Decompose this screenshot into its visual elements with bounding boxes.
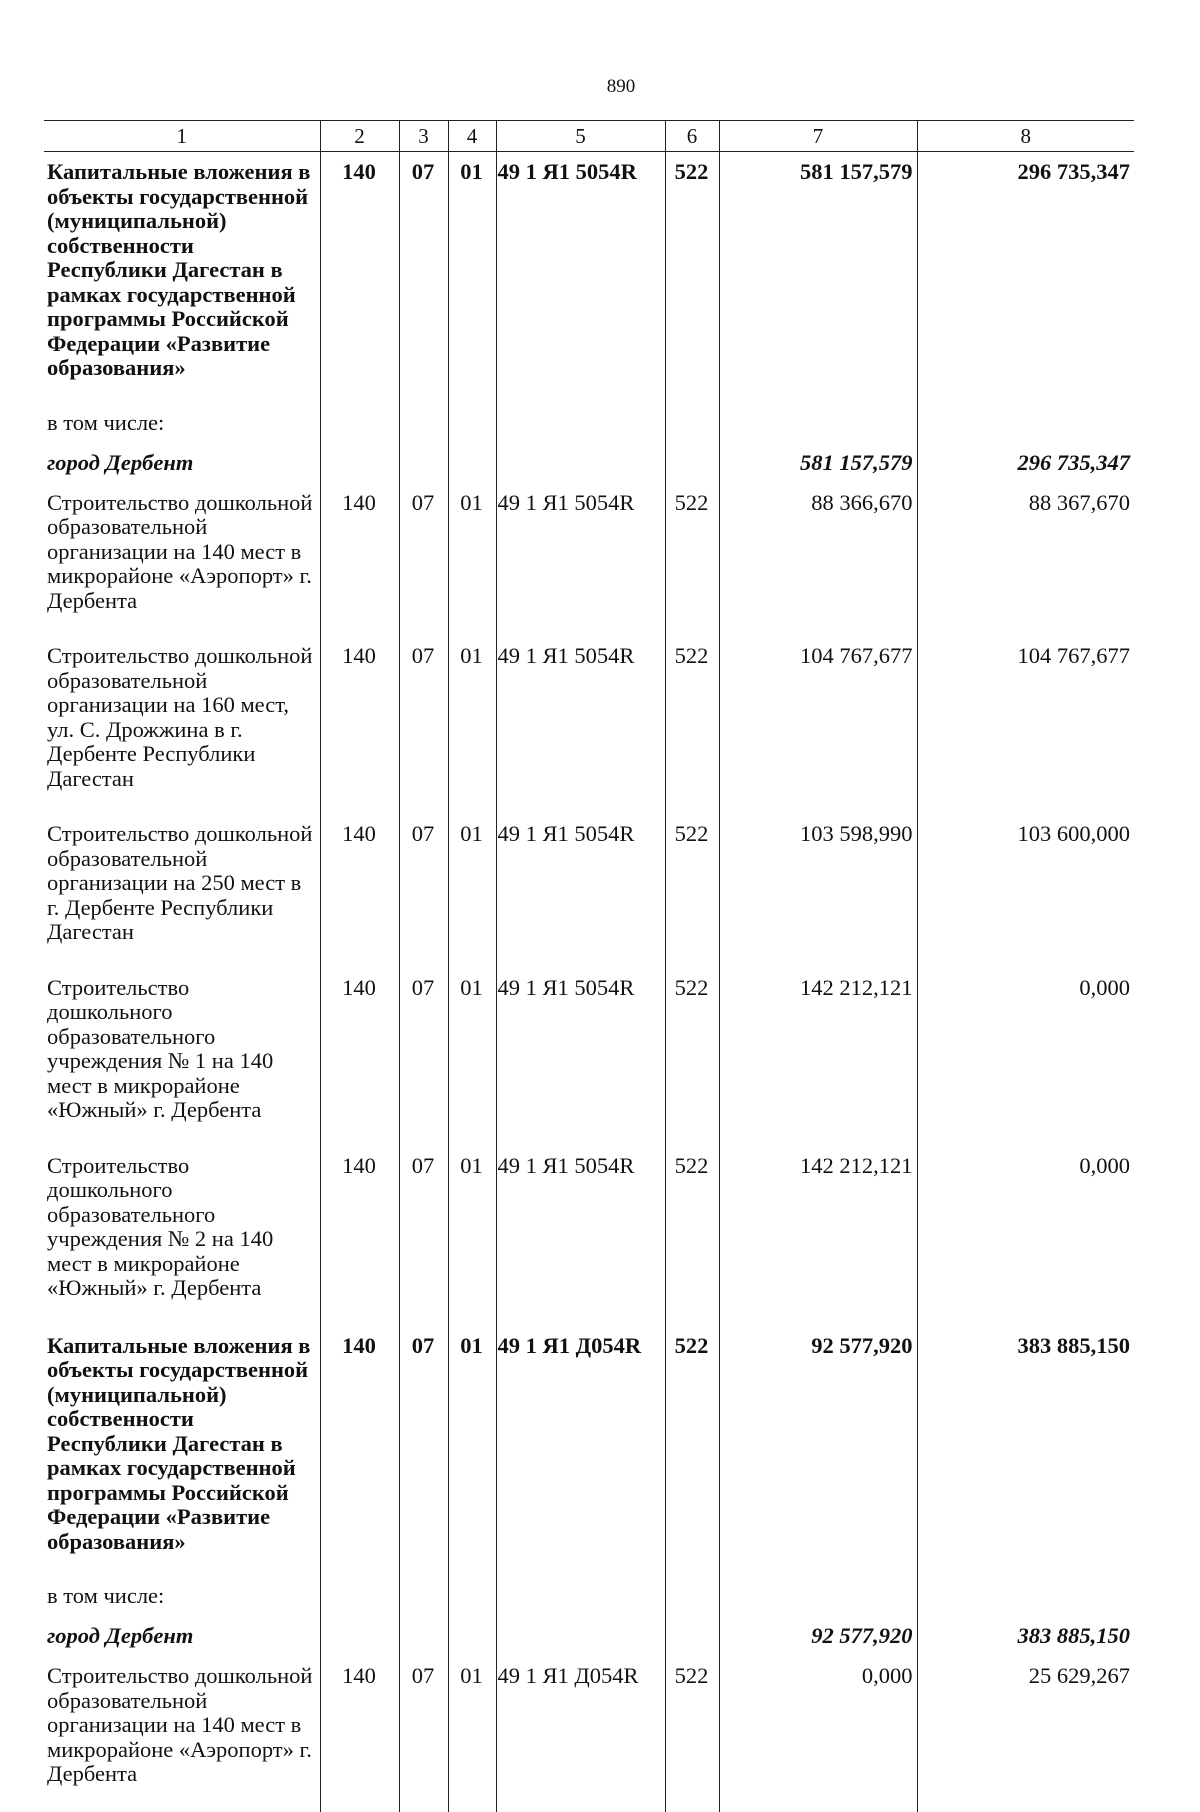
table-row — [44, 1658, 1134, 1812]
amount-col8: 383 885,150 — [917, 1326, 1134, 1585]
code-ministry: 140 — [320, 1326, 399, 1585]
amount-col8: 383 885,150 — [917, 1620, 1134, 1658]
code-expense-type: 522 — [665, 1658, 719, 1812]
amount-col7: 581 157,579 — [719, 152, 917, 411]
code-ministry: 140 — [320, 816, 399, 970]
code-ministry: 140 — [320, 485, 399, 639]
item-name: Капитальные вложения в объекты государственной (муниципальной) собственности Республики Дагестан в рамках государственной программы Российской Федерации «Развитие образования» — [47, 1332, 311, 1554]
col-header-3: 3 — [399, 121, 448, 152]
code-expense-type: 522 — [665, 816, 719, 970]
code-subsection: 01 — [448, 970, 496, 1148]
code-section: 07 — [399, 152, 448, 411]
city-name: город Дербент — [47, 1623, 194, 1648]
amount-col7: 104 767,677 — [719, 638, 917, 816]
item-name: Строительство дошкольной образовательной организации на 160 мест, ул. С. Дрожжина в г. Дербенте Республики Дагестан — [47, 643, 313, 791]
item-name: в том числе: — [47, 409, 165, 435]
item-name: Строительство дошкольной образовательной организации на 140 мест в микрорайоне «Аэропорт» г. Дербента — [47, 489, 313, 613]
amount-col7: 142 212,121 — [719, 970, 917, 1148]
code-section: 07 — [399, 1148, 448, 1326]
table-row — [44, 1326, 1134, 1585]
item-name: Строительство дошкольной образовательной организации на 250 мест в г. Дербенте Республики Дагестан — [47, 821, 313, 944]
code-ministry: 140 — [320, 638, 399, 816]
table-row — [44, 1620, 1134, 1658]
code-target: 49 1 Я1 Д054R — [496, 1658, 665, 1812]
table-row — [44, 970, 1134, 1148]
code-expense-type: 522 — [665, 152, 719, 411]
amount-col7: 88 366,670 — [719, 485, 917, 639]
item-name: Строительство дошкольной образовательной организации на 140 мест в микрорайоне «Аэропорт» г. Дербента — [47, 1663, 313, 1786]
code-section: 07 — [399, 1326, 448, 1585]
code-target: 49 1 Я1 5054R — [496, 816, 665, 970]
amount-col8: 0,000 — [917, 970, 1134, 1148]
col-header-1: 1 — [44, 121, 320, 152]
code-expense-type: 522 — [665, 1326, 719, 1585]
amount-col8: 25 629,267 — [917, 1658, 1134, 1812]
table-row — [44, 638, 1134, 816]
col-header-7: 7 — [719, 121, 917, 152]
table-row — [44, 152, 1134, 411]
amount-col7: 581 157,579 — [719, 447, 917, 485]
table-row — [44, 447, 1134, 485]
code-target: 49 1 Я1 5054R — [496, 970, 665, 1148]
code-subsection: 01 — [448, 1658, 496, 1812]
code-ministry: 140 — [320, 1658, 399, 1812]
col-header-4: 4 — [448, 121, 496, 152]
code-expense-type: 522 — [665, 485, 719, 639]
code-ministry: 140 — [320, 152, 399, 411]
code-ministry: 140 — [320, 970, 399, 1148]
budget-table-sheet — [44, 120, 1134, 1812]
item-name: Капитальные вложения в объекты государственной (муниципальной) собственности Республики Дагестан в рамках государственной программы Российской Федерации «Развитие образования» — [47, 159, 311, 380]
code-subsection: 01 — [448, 485, 496, 639]
item-name: в том числе: — [47, 1583, 165, 1608]
code-section: 07 — [399, 970, 448, 1148]
table-row — [44, 485, 1134, 639]
city-name: город Дербент — [47, 449, 194, 475]
table-row — [44, 816, 1134, 970]
table-row — [44, 411, 1134, 447]
amount-col8: 104 767,677 — [917, 638, 1134, 816]
col-header-5: 5 — [496, 121, 665, 152]
amount-col7: 92 577,920 — [719, 1620, 917, 1658]
code-expense-type: 522 — [665, 1148, 719, 1326]
amount-col8: 103 600,000 — [917, 816, 1134, 970]
code-subsection: 01 — [448, 816, 496, 970]
code-subsection: 01 — [448, 1326, 496, 1585]
code-target: 49 1 Я1 5054R — [496, 638, 665, 816]
code-target: 49 1 Я1 5054R — [496, 485, 665, 639]
code-target: 49 1 Я1 5054R — [496, 1148, 665, 1326]
col-header-8: 8 — [917, 121, 1134, 152]
code-section: 07 — [399, 816, 448, 970]
amount-col8: 296 735,347 — [917, 152, 1134, 411]
amount-col8: 296 735,347 — [917, 447, 1134, 485]
amount-col7: 92 577,920 — [719, 1326, 917, 1585]
code-subsection: 01 — [448, 1148, 496, 1326]
amount-col7: 142 212,121 — [719, 1148, 917, 1326]
budget-table — [44, 120, 1134, 1812]
code-expense-type: 522 — [665, 638, 719, 816]
table-row — [44, 1584, 1134, 1620]
amount-col8: 0,000 — [917, 1148, 1134, 1326]
code-ministry: 140 — [320, 1148, 399, 1326]
code-section: 07 — [399, 1658, 448, 1812]
code-subsection: 01 — [448, 152, 496, 411]
page-number: 890 — [606, 76, 636, 97]
amount-col7: 103 598,990 — [719, 816, 917, 970]
column-number-header — [44, 121, 1134, 152]
code-section: 07 — [399, 485, 448, 639]
code-target: 49 1 Я1 5054R — [496, 152, 665, 411]
table-row — [44, 1148, 1134, 1326]
code-subsection: 01 — [448, 638, 496, 816]
item-name: Строительство дошкольного образовательного учреждения № 2 на 140 мест в микрорайоне «Южный» г. Дербента — [47, 1152, 274, 1300]
amount-col7: 0,000 — [719, 1658, 917, 1812]
amount-col8: 88 367,670 — [917, 485, 1134, 639]
code-section: 07 — [399, 638, 448, 816]
code-target: 49 1 Я1 Д054R — [496, 1326, 665, 1585]
code-expense-type: 522 — [665, 970, 719, 1148]
col-header-2: 2 — [320, 121, 399, 152]
col-header-6: 6 — [665, 121, 719, 152]
item-name: Строительство дошкольного образовательного учреждения № 1 на 140 мест в микрорайоне «Южный» г. Дербента — [47, 974, 274, 1122]
